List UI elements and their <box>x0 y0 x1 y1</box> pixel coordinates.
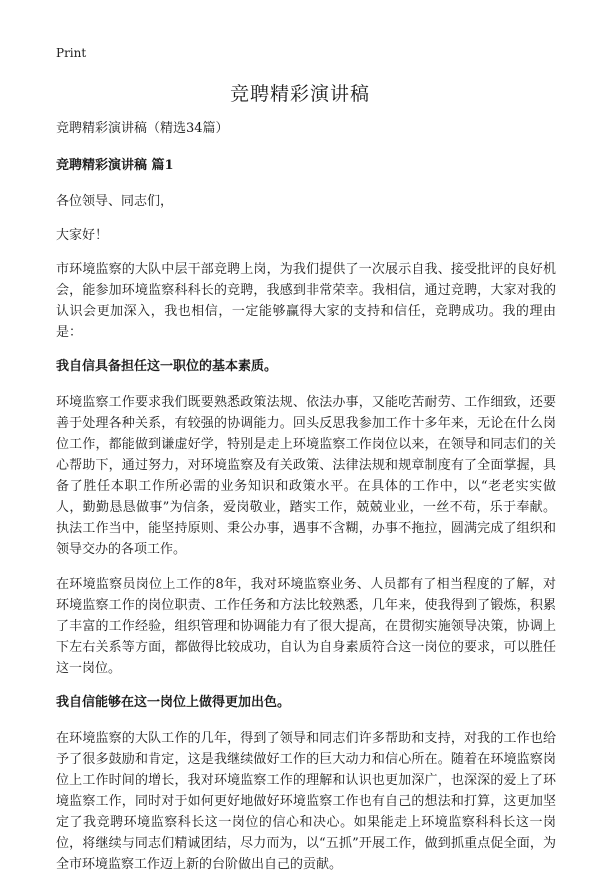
paragraph-qualities: 环境监察工作要求我们既要熟悉政策法规、依法办事，又能吃苦耐劳、工作细致，还要善于处理各种关系，有较强的协调能力。回头反思我参加工作十多年来，无论在什么岗位工作，都能做到谦虚好学，特别是走上环境监察工作岗位以来，在领导和同志们的关心帮助下，通过努力，对环境监察及有关政策、法律法规和规章制度有了全面掌握，具备了胜任本职工作所必需的业务知识和政策水平。在具体的工作中，以“老老实实做人，勤勤恳恳做事”为信条，爱岗敬业，踏实工作，兢兢业业，一丝不苟，乐于奉献。执法工作当中，能坚持原则、秉公办事，遇事不含糊，办事不拖拉，圆满完成了组织和领导交办的各项工作。 <box>56 395 556 557</box>
paragraph-experience: 在环境监察员岗位上工作的8年，我对环境监察业务、人员都有了相当程度的了解，对环境监察工作的岗位职责、工作任务和方法比较熟悉，几年来，使我得到了锻炼，积累了丰富的工作经验，组织管理和协调能力有了很大提高，在贯彻实施领导决策，协调上下左右关系等方面，都做得比较成功，自认为自身素质符合这一岗位的要求，可以胜任这一岗位。 <box>56 577 556 676</box>
paragraph-commitment: 在环境监察的大队工作的几年，得到了领导和同志们许多帮助和支持，对我的工作也给予了很多鼓励和肯定，这是我继续做好工作的巨大动力和信心所在。随着在环境监察岗位上工作时间的增长，我对环境监察工作的理解和认识也更加深广，也深深的爱上了环境监察工作，同时对于如何更好地做好环境监察工作也有自己的想法和打算，这更加坚定了我竞聘环境监察科长这一岗位的信心和决心。如果能走上环境监察科科长这一岗位，将继续与同志们精诚团结，尽力而为，以“五抓”开展工作，做到抓重点促全面，为全市环境监察工作迈上新的台阶做出自己的贡献。 <box>56 731 556 872</box>
paragraph-intro: 市环境监察的大队中层干部竞聘上岗，为我们提供了一次展示自我、接受批评的良好机会，能参加环境监察科科长的竞聘，我感到非常荣幸。我相信，通过竞聘，大家对我的认识会更加深入，我也相信，一定能够赢得大家的支持和信任，竞聘成功。我的理由是： <box>56 262 556 340</box>
print-link[interactable]: Print <box>56 46 87 60</box>
document-subtitle: 竞聘精彩演讲稿（精选34篇） <box>56 121 229 136</box>
greeting-line-1: 各位领导、同志们， <box>56 194 174 209</box>
page-title: 竞聘精彩演讲稿 <box>229 83 370 105</box>
heading-do-better: 我自信能够在这一岗位上做得更加出色。 <box>56 695 291 710</box>
heading-basic-qualities: 我自信具备担任这一职位的基本素质。 <box>56 359 278 374</box>
greeting-line-2: 大家好！ <box>56 228 109 243</box>
document-body <box>56 119 556 889</box>
section-heading: 竞聘精彩演讲稿 篇1 <box>56 158 174 173</box>
